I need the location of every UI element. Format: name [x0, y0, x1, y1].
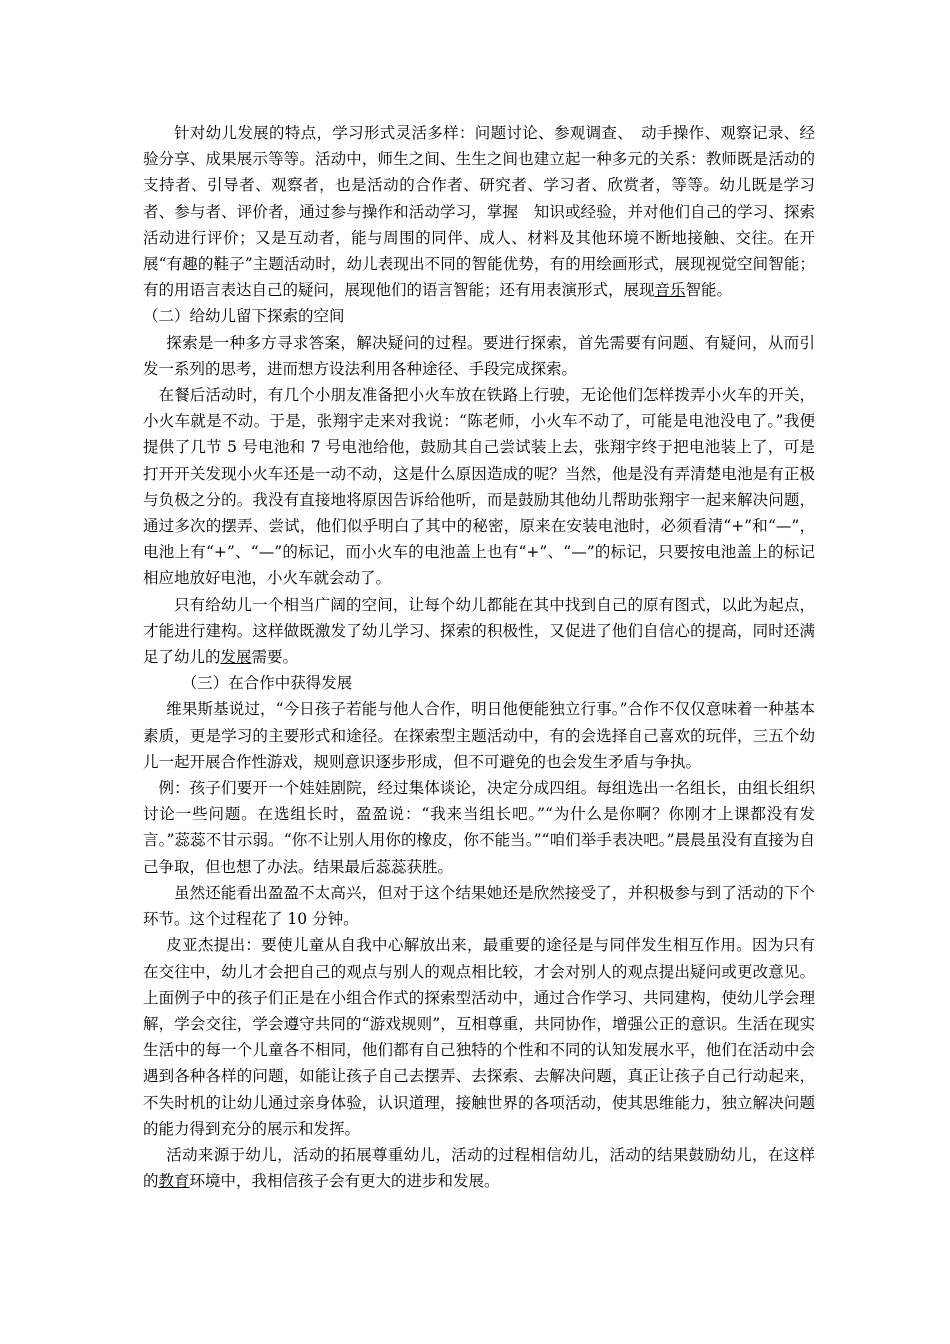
paragraph-example-result — [143, 880, 815, 932]
paragraph-piaget — [143, 932, 815, 1142]
section-heading-exploration-space — [143, 303, 815, 329]
paragraph-text: 皮亚杰提出：要使儿童从自我中心解放出来，最重要的途径是与同伴发生相互作用。因为只有在交往中，幼儿才会把自己的观点与别人的观点相比较，才会对别人的观点提出疑问或更改意见。上面例子中的孩子们正是在小组合作式的探索型活动中，通过合作学习、共同建构，使幼儿学会理解，学会交往，学会遵守共同的“游戏规则”，互相尊重，共同协作，增强公正的意识。生活在现实生活中的每一个儿童各不相同，他们都有自己独特的个性和不同的认知发展水平，他们在活动中会遇到各种各样的问题，如能让孩子自己去摆弄、去探索、去解决问题，真正让孩子自己行动起来，不失时机的让幼儿通过亲身体验，认识道理，接触世界的各项活动，使其思维能力，独立解决问题的能力得到充分的展示和发挥。 — [143, 936, 815, 1138]
paragraph-text: 需要。 — [251, 648, 299, 667]
paragraph-text: 维果斯基说过，“今日孩子若能与他人合作，明日他便能独立行事。”合作不仅仅意味着一种基本素质，更是学习的主要形式和途径。在探索型主题活动中，有的会选择自己喜欢的玩伴，三五个幼儿一起开展合作性游戏，规则意识逐步形成，但不可避免的也会发生矛盾与争执。 — [143, 700, 815, 771]
paragraph-text: 虽然还能看出盈盈不太高兴，但对于这个结果她还是欣然接受了，并积极参与到了活动的下个环节。这个过程花了 10 分钟。 — [143, 883, 815, 929]
paragraph-text: 在餐后活动时，有几个小朋友准备把小火车放在铁路上行驶，无论他们怎样拨弄小火车的开关，小火车就是不动。于是，张翔宇走来对我说：“陈老师，小火车不动了，可能是电池没电了。”我便提供了几节 5 号电池和 7 号电池给他，鼓励其自己尝试装上去，张翔宇终于把电池装上了，可是打开开关发现小火车还是一动不动，这是什么原因造成的呢？当然，他是没有弄清楚电池是有正极与负极之分的。我没有直接地将原因告诉给他听，而是鼓励其他幼儿帮助张翔宇一起来解决问题，通过多次的摆弄、尝试，他们似乎明白了其中的秘密，原来在安装电池时，必须看清“+”和“—”，电池上有“+”、“—”的标记，而小火车的电池盖上也有“+”、“—”的标记，只要按电池盖上的标记相应地放好电池，小火车就会动了。 — [143, 386, 815, 588]
paragraph-text: 智能。 — [685, 281, 733, 300]
development-link[interactable]: 发展 — [220, 648, 252, 667]
education-link[interactable]: 教育 — [158, 1172, 190, 1191]
paragraph-puppet-theater-example — [143, 775, 815, 880]
paragraph-text: 例：孩子们要开一个娃娃剧院，经过集体谈论，决定分成四组。每组选出一名组长，由组长组织讨论一些问题。在选组长时，盈盈说：“我来当组长吧。”“为什么是你啊？你刚才上课都没有发言。”蕊蕊不甘示弱。“你不让别人用你的橡皮，你不能当。”“咱们举手表决吧。”晨晨虽没有直接为自己争取，但也想了办法。结果最后蕊蕊获胜。 — [143, 779, 815, 876]
paragraph-text: 针对幼儿发展的特点，学习形式灵活多样：问题讨论、参观调查、 动手操作、观察记录、经验分享、成果展示等等。活动中，师生之间、生生之间也建立起一种多元的关系：教师既是活动的支持者、引导者、观察者，也是活动的合作者、研究者、学习者、欣赏者，等等。幼儿既是学习者、参与者、评价者，通过参与操作和活动学习，掌握 知识或经验，并对他们自己的学习、探索活动进行评价；又是互动者，能与周围的同伴、成人、材料及其他环境不断地接触、交往。在开展“有趣的鞋子”主题活动时，幼儿表现出不同的智能优势，有的用绘画形式，展现视觉空间智能；有的用语言表达自己的疑问，展现他们的语言智能；还有用表演形式，展现 — [143, 124, 815, 300]
paragraph-text: 只有给幼儿一个相当广阔的空间，让每个幼儿都能在其中找到自己的原有图式，以此为起点，才能进行建构。这样做既激发了幼儿学习、探索的积极性，又促进了他们自信心的提高，同时还满足了幼儿的 — [143, 595, 815, 667]
document-page — [143, 120, 815, 1194]
paragraph-conclusion — [143, 1142, 815, 1194]
paragraph-text: 环境中，我相信孩子会有更大的进步和发展。 — [189, 1172, 500, 1191]
paragraph-text: 活动来源于幼儿，活动的拓展尊重幼儿，活动的过程相信幼儿，活动的结果鼓励幼儿，在这样的 — [143, 1145, 815, 1191]
paragraph-train-battery-story — [143, 382, 815, 592]
heading-text: （二）给幼儿留下探索的空间 — [143, 307, 345, 326]
paragraph-broad-space — [143, 592, 815, 671]
music-link[interactable]: 音乐 — [654, 281, 686, 300]
heading-text: （三）在合作中获得发展 — [181, 674, 353, 693]
paragraph-exploration-definition — [143, 330, 815, 382]
paragraph-text: 探索是一种多方寻求答案，解决疑问的过程。要进行探索，首先需要有问题、有疑问，从而引发一系列的思考，进而想方设法利用各种途径、手段完成探索。 — [143, 333, 815, 378]
section-heading-cooperation — [143, 670, 815, 696]
paragraph-learning-forms — [143, 120, 815, 303]
paragraph-vygotsky-quote — [143, 696, 815, 775]
